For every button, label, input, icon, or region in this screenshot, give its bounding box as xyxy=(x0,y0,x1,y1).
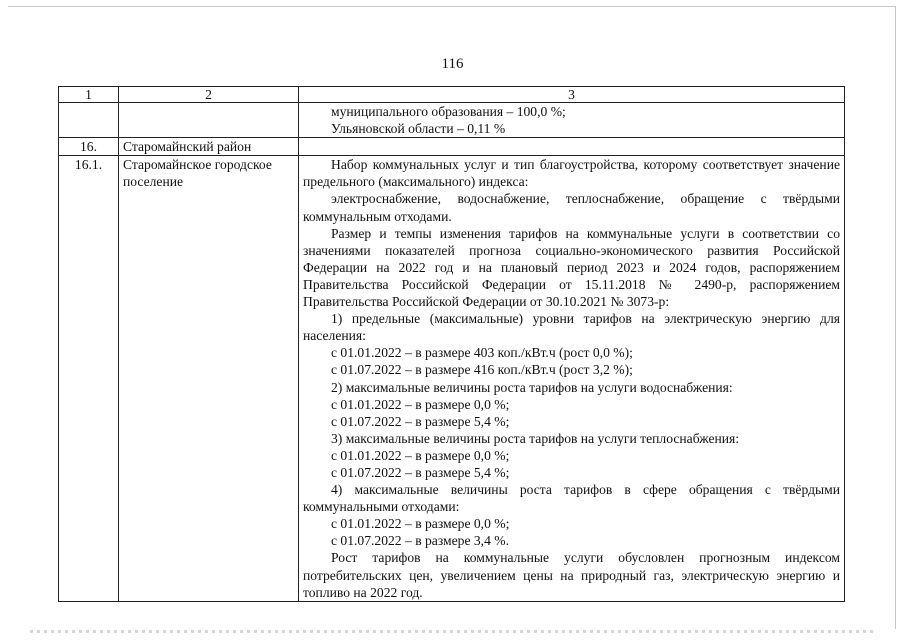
paragraph: с 01.01.2022 – в размере 0,0 %; xyxy=(331,447,510,463)
paragraph: с 01.07.2022 – в размере 3,4 %. xyxy=(331,533,509,549)
paragraph: с 01.07.2022 – в размере 5,4 %; xyxy=(331,464,510,480)
tariff-table xyxy=(58,86,845,602)
entry-name: Старомайнское городское поселение xyxy=(119,156,299,601)
paragraph: с 01.01.2022 – в размере 0,0 %; xyxy=(331,396,510,412)
table-header-row xyxy=(59,87,845,103)
table-row-entry xyxy=(59,156,845,601)
table-row-continuation xyxy=(59,103,845,138)
continuation-line: Ульяновской области – 0,11 % xyxy=(331,121,506,137)
district-number: 16. xyxy=(59,138,119,156)
paragraph: с 01.01.2022 – в размере 0,0 %; xyxy=(331,516,510,532)
district-name: Старомайнский район xyxy=(119,138,299,156)
header-col-3: 3 xyxy=(299,87,845,103)
continuation-line: муниципального образования – 100,0 %; xyxy=(331,104,566,119)
header-col-1: 1 xyxy=(59,87,119,103)
table-row-district xyxy=(59,138,845,156)
empty-cell xyxy=(299,138,845,156)
paragraph: Размер и темпы изменения тарифов на коммунальные услуги в соответствии со значениями показателей прогноза социально-экономического развития Российской Федерации на 2022 год и на плановый период 2023 и 2024 годов, распоряжением Правительства Российской Федерации от 15.11.2018 № 2490-р, распоряжением Правительства Российской Федерации от 30.10.2021 № 3073-р: xyxy=(303,225,840,310)
scan-footer-noise xyxy=(30,630,875,633)
paragraph: 1) предельные (максимальные) уровни тарифов на электрическую энергию для населения: xyxy=(303,311,840,344)
entry-number: 16.1. xyxy=(59,156,119,601)
paragraph: электроснабжение, водоснабжение, теплоснабжение, обращение с твёрдыми коммунальным отходами. xyxy=(303,191,840,224)
continuation-cell xyxy=(299,103,845,138)
header-col-2: 2 xyxy=(119,87,299,103)
paragraph: 4) максимальные величины роста тарифов в сфере обращения с твёрдыми коммунальными отходами: xyxy=(303,482,840,515)
empty-cell xyxy=(119,103,299,138)
paragraph: с 01.07.2022 – в размере 416 коп./кВт.ч (рост 3,2 %); xyxy=(331,362,633,378)
paragraph: с 01.01.2022 – в размере 403 коп./кВт.ч (рост 0,0 %); xyxy=(331,345,633,361)
paragraph: Рост тарифов на коммунальные услуги обусловлен прогнозным индексом потребительских цен, увеличением цены на природный газ, электрическую энергию и топливо на 2022 год. xyxy=(303,550,840,600)
empty-cell xyxy=(59,103,119,138)
paragraph: с 01.07.2022 – в размере 5,4 %; xyxy=(331,413,510,429)
paragraph: Набор коммунальных услуг и тип благоустройства, которому соответствует значение предельного (максимального) индекса: xyxy=(303,157,840,190)
page-number: 116 xyxy=(441,56,464,72)
paragraph: 3) максимальные величины роста тарифов на услуги теплоснабжения: xyxy=(331,430,740,446)
entry-description xyxy=(299,156,845,601)
paragraph: 2) максимальные величины роста тарифов на услуги водоснабжения: xyxy=(331,379,733,395)
